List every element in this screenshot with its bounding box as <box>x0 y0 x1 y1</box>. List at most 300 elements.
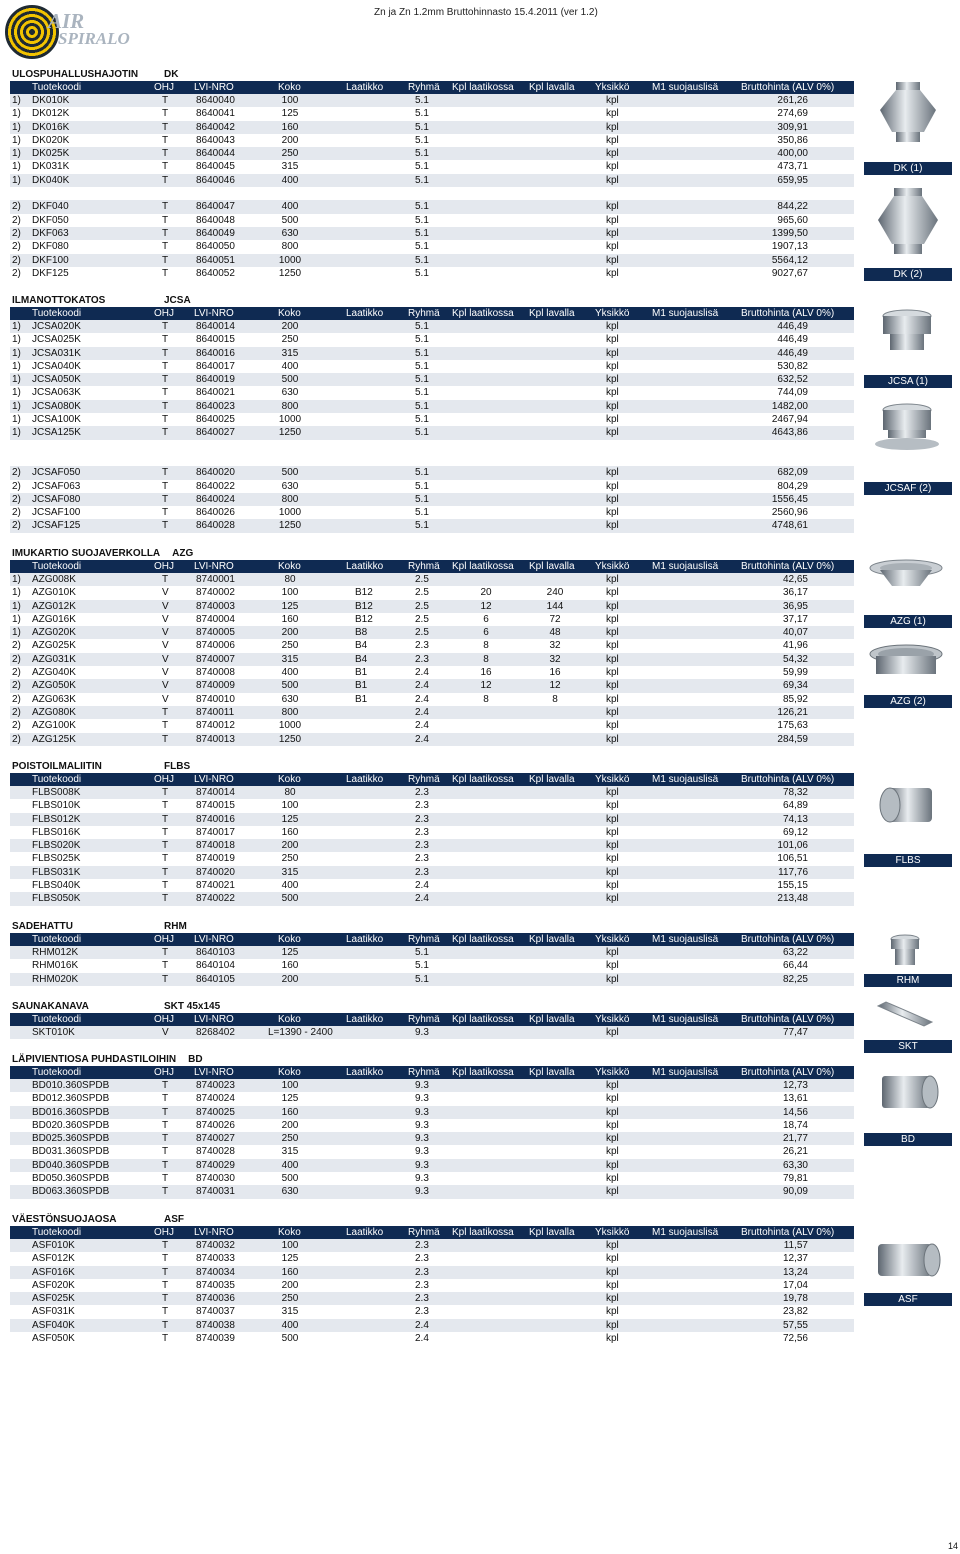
table-cell: 261,26 <box>777 95 808 106</box>
table-cell: 2.3 <box>415 813 429 825</box>
table-cell: FLBS040K <box>32 880 81 892</box>
table-cell: 8640051 <box>196 254 235 266</box>
table-cell: 2) <box>12 733 21 745</box>
table-cell: kpl <box>606 241 619 253</box>
table-row <box>10 1185 854 1198</box>
caption-flbs: FLBS <box>864 854 952 867</box>
table-cell: 8740013 <box>196 733 235 745</box>
table-cell: 315 <box>281 347 299 359</box>
table-cell: kpl <box>606 520 619 532</box>
table-cell: 1) <box>12 95 21 106</box>
table-row <box>10 1119 854 1132</box>
table-cell: 2.5 <box>415 574 429 585</box>
section-5 <box>10 1000 854 1039</box>
table-cell: AZG020K <box>32 627 76 639</box>
table-cell: 8640046 <box>196 174 235 186</box>
table-cell: 1) <box>12 108 21 120</box>
column-header: LVI-NRO <box>194 308 234 319</box>
table-cell: 8640041 <box>196 108 235 120</box>
table-cell: 8640016 <box>196 347 235 359</box>
column-header: Koko <box>278 934 301 945</box>
table-cell: 2.3 <box>415 1306 429 1318</box>
table-cell: ASF020K <box>32 1279 75 1291</box>
table-row <box>10 134 854 147</box>
table-cell: 125 <box>281 1253 299 1265</box>
table-cell: 100 <box>281 587 299 599</box>
table-row <box>10 666 854 679</box>
section-code: DK <box>164 69 179 80</box>
table-cell: 500 <box>281 1173 299 1185</box>
table-cell: B12 <box>355 587 373 599</box>
section-name: ULOSPUHALLUSHAJOTIN <box>12 69 139 80</box>
table-cell: 19,78 <box>782 1293 808 1305</box>
table-cell: 630 <box>281 387 299 399</box>
jcsaf-roof-inlet-image <box>868 400 946 452</box>
table-cell: kpl <box>606 347 619 359</box>
table-cell: 20 <box>480 587 492 599</box>
column-header: Kpl laatikossa <box>452 934 514 945</box>
table-cell: 18,74 <box>782 1119 808 1131</box>
table-cell: 2.4 <box>415 680 429 692</box>
table-cell: RHM012K <box>32 947 79 958</box>
table-cell: 315 <box>281 1306 299 1318</box>
table-cell: 2) <box>12 493 21 505</box>
column-header: M1 suojauslisä <box>652 1067 719 1078</box>
table-cell: 2) <box>12 241 21 253</box>
table-cell: 80 <box>284 574 296 585</box>
table-cell: 1) <box>12 587 21 599</box>
table-cell: 1) <box>12 134 21 146</box>
table-cell: kpl <box>606 360 619 372</box>
table-cell: 5.1 <box>415 960 429 972</box>
table-cell: 36,17 <box>782 587 808 599</box>
table-cell: JCSAF100 <box>32 507 81 519</box>
table-cell: 1250 <box>278 427 302 439</box>
caption-jcsa-1: JCSA (1) <box>864 375 952 388</box>
table-cell: ASF025K <box>32 1293 75 1305</box>
table-cell: 5.1 <box>415 267 429 279</box>
table-row <box>10 121 854 134</box>
column-header: LVI-NRO <box>194 561 234 572</box>
table-cell: 400 <box>281 1159 299 1171</box>
column-header: Kpl lavalla <box>529 561 575 572</box>
section-title <box>10 1053 854 1066</box>
table-cell: AZG010K <box>32 587 76 599</box>
section-title <box>10 68 854 81</box>
table-cell: kpl <box>606 1293 619 1305</box>
table-cell: kpl <box>606 334 619 346</box>
table-cell: kpl <box>606 134 619 146</box>
table-cell: 500 <box>281 1333 299 1345</box>
table-cell: 2) <box>12 507 21 519</box>
table-cell: 2.4 <box>415 893 429 905</box>
table-cell: 2) <box>12 720 21 732</box>
table-cell: DK012K <box>32 108 70 120</box>
table-cell: 160 <box>281 613 299 625</box>
table-cell: 69,12 <box>782 826 808 838</box>
table-cell: FLBS016K <box>32 826 81 838</box>
table-cell: 2.3 <box>415 826 429 838</box>
table-cell: 59,99 <box>782 667 808 679</box>
table-cell: AZG063K <box>32 693 76 705</box>
table-cell: 8640024 <box>196 493 235 505</box>
table-cell: B4 <box>355 653 368 665</box>
table-row <box>10 107 854 120</box>
caption-azg-1: AZG (1) <box>864 615 952 628</box>
column-header: LVI-NRO <box>194 1067 234 1078</box>
table-row <box>10 786 854 799</box>
table-cell: AZG040K <box>32 667 76 679</box>
table-cell: 8640045 <box>196 161 235 173</box>
table-cell: B1 <box>355 680 368 692</box>
table-row <box>10 626 854 639</box>
column-header: M1 suojauslisä <box>652 934 719 945</box>
table-cell: 5.1 <box>415 414 429 426</box>
table-row <box>10 839 854 852</box>
column-header: Yksikkö <box>595 934 630 945</box>
table-cell: JCSAF050 <box>32 467 81 479</box>
table-cell: 5.1 <box>415 161 429 173</box>
column-header: Bruttohinta (ALV 0%) <box>741 1014 835 1025</box>
table-cell: 125 <box>281 813 299 825</box>
table-cell: 2560,96 <box>771 507 808 519</box>
table-cell: 1) <box>12 121 21 133</box>
table-cell: 1) <box>12 161 21 173</box>
table-cell: 8640050 <box>196 241 235 253</box>
column-header: Tuotekoodi <box>32 308 82 319</box>
table-cell: 8740012 <box>196 720 235 732</box>
table-cell: 160 <box>281 1106 299 1118</box>
table-cell: kpl <box>606 374 619 386</box>
table-cell: kpl <box>606 1027 619 1038</box>
table-cell: 315 <box>281 161 299 173</box>
table-cell: 8740018 <box>196 840 235 852</box>
table-cell: 1250 <box>278 520 302 532</box>
table-cell: 315 <box>281 653 299 665</box>
table-cell: kpl <box>606 893 619 905</box>
section-code: AZG <box>172 548 194 559</box>
column-header: Laatikko <box>346 308 384 319</box>
table-cell: 155,15 <box>777 880 808 892</box>
table-cell: kpl <box>606 960 619 972</box>
table-cell: 8640025 <box>196 414 235 426</box>
table-cell: T <box>162 1306 169 1318</box>
table-cell: 844,22 <box>777 201 808 213</box>
table-cell: kpl <box>606 1173 619 1185</box>
jcsa-roof-inlet-image <box>868 306 946 354</box>
table-cell: T <box>162 720 169 732</box>
column-header: Laatikko <box>346 561 384 572</box>
column-header: OHJ <box>154 1014 174 1025</box>
table-row <box>10 373 854 386</box>
table-cell: 8640104 <box>196 960 235 972</box>
table-cell: BD031.360SPDB <box>32 1146 110 1158</box>
table-cell: 12 <box>480 680 492 692</box>
table-cell: 8740031 <box>196 1186 235 1198</box>
column-header: LVI-NRO <box>194 1014 234 1025</box>
table-cell: 9.3 <box>415 1080 429 1091</box>
table-row <box>10 1106 854 1119</box>
section-name: IMUKARTIO SUOJAVERKOLLA <box>12 548 161 559</box>
column-header: LVI-NRO <box>194 82 234 93</box>
table-cell: T <box>162 321 169 332</box>
column-header: Bruttohinta (ALV 0%) <box>741 561 835 572</box>
column-header: OHJ <box>154 774 174 785</box>
table-cell: 8640023 <box>196 400 235 412</box>
table-cell: 74,13 <box>782 813 808 825</box>
table-cell: V <box>162 640 169 652</box>
table-cell: 2.3 <box>415 1293 429 1305</box>
table-cell: 6 <box>483 627 489 639</box>
column-header: Kpl laatikossa <box>452 308 514 319</box>
section-title <box>10 1213 854 1226</box>
column-header: Tuotekoodi <box>32 82 82 93</box>
section-name: VÄESTÖNSUOJAOSA <box>12 1214 117 1225</box>
column-header: Ryhmä <box>408 561 440 572</box>
table-cell: 632,52 <box>777 374 808 386</box>
table-cell: T <box>162 480 169 492</box>
table-cell: DKF050 <box>32 214 69 226</box>
table-cell: 2.4 <box>415 720 429 732</box>
table-row <box>10 227 854 240</box>
section-code: RHM <box>164 921 187 932</box>
table-row <box>10 200 854 213</box>
table-cell: JCSAF063 <box>32 480 81 492</box>
table-cell: 4643,86 <box>771 427 808 439</box>
table-cell: 5.1 <box>415 427 429 439</box>
column-header: OHJ <box>154 1227 174 1238</box>
table-cell: 126,21 <box>777 706 808 718</box>
table-cell: 744,09 <box>777 387 808 399</box>
table-cell: DKF063 <box>32 227 69 239</box>
table-cell: B12 <box>355 600 373 612</box>
table-cell: FLBS020K <box>32 840 81 852</box>
table-cell: kpl <box>606 613 619 625</box>
column-header: Bruttohinta (ALV 0%) <box>741 82 835 93</box>
table-cell: 1) <box>12 148 21 160</box>
table-row <box>10 174 854 187</box>
table-cell: kpl <box>606 214 619 226</box>
table-cell: 8640028 <box>196 520 235 532</box>
table-cell: T <box>162 880 169 892</box>
section-0 <box>10 68 854 280</box>
table-cell: 2) <box>12 520 21 532</box>
table-cell: 8740027 <box>196 1133 235 1145</box>
table-cell: kpl <box>606 427 619 439</box>
table-cell: 400 <box>281 360 299 372</box>
table-cell: 8640014 <box>196 321 235 332</box>
column-header: Koko <box>278 561 301 572</box>
table-cell: 5.1 <box>415 321 429 332</box>
section-2 <box>10 547 854 746</box>
table-cell: DKF125 <box>32 267 69 279</box>
table-cell: DK010K <box>32 95 70 106</box>
table-cell: 2) <box>12 201 21 213</box>
table-cell: 8740003 <box>196 600 235 612</box>
table-row <box>10 799 854 812</box>
table-cell: 125 <box>281 600 299 612</box>
table-cell: 965,60 <box>777 214 808 226</box>
brand-logo-text: AIR SPIRALO <box>48 9 130 48</box>
table-cell: 8640103 <box>196 947 235 958</box>
table-row <box>10 400 854 413</box>
table-cell: 80 <box>284 787 296 798</box>
table-row <box>10 1266 854 1279</box>
table-cell: kpl <box>606 1279 619 1291</box>
table-cell: T <box>162 1146 169 1158</box>
table-cell: 1) <box>12 400 21 412</box>
column-header: Yksikkö <box>595 308 630 319</box>
dk-diffuser-image <box>870 80 946 144</box>
table-row <box>10 519 854 532</box>
table-cell: 5.1 <box>415 347 429 359</box>
table-cell: AZG008K <box>32 574 76 585</box>
table-cell: 2.3 <box>415 1240 429 1251</box>
table-cell: 530,82 <box>777 360 808 372</box>
table-cell: 8740025 <box>196 1106 235 1118</box>
caption-bd: BD <box>864 1133 952 1146</box>
table-cell: 2) <box>12 653 21 665</box>
table-cell: 8740017 <box>196 826 235 838</box>
table-cell: kpl <box>606 121 619 133</box>
table-cell: T <box>162 400 169 412</box>
table-cell: T <box>162 893 169 905</box>
table-cell: JCSA125K <box>32 427 81 439</box>
table-cell: DKF100 <box>32 254 69 266</box>
table-cell: 8740026 <box>196 1119 235 1131</box>
column-header: Ryhmä <box>408 774 440 785</box>
table-row <box>10 1172 854 1185</box>
caption-dk-2: DK (2) <box>864 268 952 281</box>
table-cell: 1250 <box>278 733 302 745</box>
table-cell: 8740005 <box>196 627 235 639</box>
table-cell: T <box>162 1293 169 1305</box>
column-header: OHJ <box>154 82 174 93</box>
table-cell: 14,56 <box>782 1106 808 1118</box>
table-row <box>10 852 854 865</box>
table-cell: 41,96 <box>782 640 808 652</box>
table-cell: T <box>162 1319 169 1331</box>
table-cell: JCSA025K <box>32 334 81 346</box>
table-cell: B4 <box>355 640 368 652</box>
column-header: Bruttohinta (ALV 0%) <box>741 774 835 785</box>
table-cell: T <box>162 254 169 266</box>
table-cell: 175,63 <box>777 720 808 732</box>
column-header: Laatikko <box>346 1067 384 1078</box>
table-cell: kpl <box>606 1319 619 1331</box>
table-cell: T <box>162 95 169 106</box>
column-header: Kpl laatikossa <box>452 561 514 572</box>
column-header: OHJ <box>154 561 174 572</box>
table-cell: 800 <box>281 706 299 718</box>
table-cell: kpl <box>606 493 619 505</box>
column-header: Kpl lavalla <box>529 1227 575 1238</box>
column-header-row <box>10 773 854 786</box>
table-cell: 400,00 <box>777 148 808 160</box>
table-cell: 8740030 <box>196 1173 235 1185</box>
section-code: ASF <box>164 1214 184 1225</box>
table-cell: kpl <box>606 693 619 705</box>
section-name: POISTOILMALIITIN <box>12 761 102 772</box>
table-cell: T <box>162 241 169 253</box>
table-cell: 8740022 <box>196 893 235 905</box>
table-cell: T <box>162 1279 169 1291</box>
table-cell: T <box>162 866 169 878</box>
table-row <box>10 733 854 746</box>
table-cell: 8740033 <box>196 1253 235 1265</box>
column-header: Koko <box>278 1227 301 1238</box>
table-cell: kpl <box>606 507 619 519</box>
section-title <box>10 760 854 773</box>
section-title <box>10 294 854 307</box>
table-cell: kpl <box>606 653 619 665</box>
table-cell: 78,32 <box>782 787 808 798</box>
table-cell: 9027,67 <box>771 267 808 279</box>
table-cell: 8640105 <box>196 973 235 985</box>
table-cell: JCSAF125 <box>32 520 81 532</box>
column-header: Laatikko <box>346 1227 384 1238</box>
table-cell: 1482,00 <box>771 400 808 412</box>
table-cell: 5.1 <box>415 520 429 532</box>
table-cell: 32 <box>549 653 561 665</box>
column-header: Tuotekoodi <box>32 934 82 945</box>
table-cell: 1000 <box>278 507 302 519</box>
table-row <box>10 426 854 439</box>
table-cell: kpl <box>606 161 619 173</box>
table-cell: 2.4 <box>415 667 429 679</box>
column-header-row <box>10 1013 854 1026</box>
table-cell: 100 <box>281 800 299 812</box>
table-cell: FLBS010K <box>32 800 81 812</box>
spacer-row <box>10 440 854 453</box>
table-cell: 12 <box>480 600 492 612</box>
table-row <box>10 386 854 399</box>
table-cell: 200 <box>281 1119 299 1131</box>
table-cell: T <box>162 347 169 359</box>
column-header: Kpl laatikossa <box>452 1014 514 1025</box>
caption-asf: ASF <box>864 1293 952 1306</box>
dkf-diffuser-image <box>870 186 946 258</box>
table-cell: 8740023 <box>196 1080 235 1091</box>
table-cell: 160 <box>281 826 299 838</box>
table-cell: kpl <box>606 787 619 798</box>
column-header: Tuotekoodi <box>32 774 82 785</box>
table-cell: 63,22 <box>782 947 808 958</box>
azg-cone-2-image <box>866 642 946 684</box>
table-cell: kpl <box>606 201 619 213</box>
table-cell: T <box>162 161 169 173</box>
table-cell: 37,17 <box>782 613 808 625</box>
table-row <box>10 347 854 360</box>
section-3 <box>10 760 854 906</box>
table-cell: kpl <box>606 267 619 279</box>
table-cell: T <box>162 227 169 239</box>
table-cell: kpl <box>606 600 619 612</box>
table-row <box>10 240 854 253</box>
table-cell: T <box>162 853 169 865</box>
table-cell: 8640020 <box>196 467 235 479</box>
table-cell: T <box>162 108 169 120</box>
column-header: Kpl lavalla <box>529 82 575 93</box>
table-cell: 8740032 <box>196 1240 235 1251</box>
price-list-title: Zn ja Zn 1.2mm Bruttohinnasto 15.4.2011 (ver 1.2) <box>374 7 598 18</box>
table-cell: V <box>162 613 169 625</box>
table-row <box>10 1159 854 1172</box>
table-row <box>10 1305 854 1318</box>
table-cell: 106,51 <box>777 853 808 865</box>
table-row <box>10 493 854 506</box>
table-row <box>10 1319 854 1332</box>
